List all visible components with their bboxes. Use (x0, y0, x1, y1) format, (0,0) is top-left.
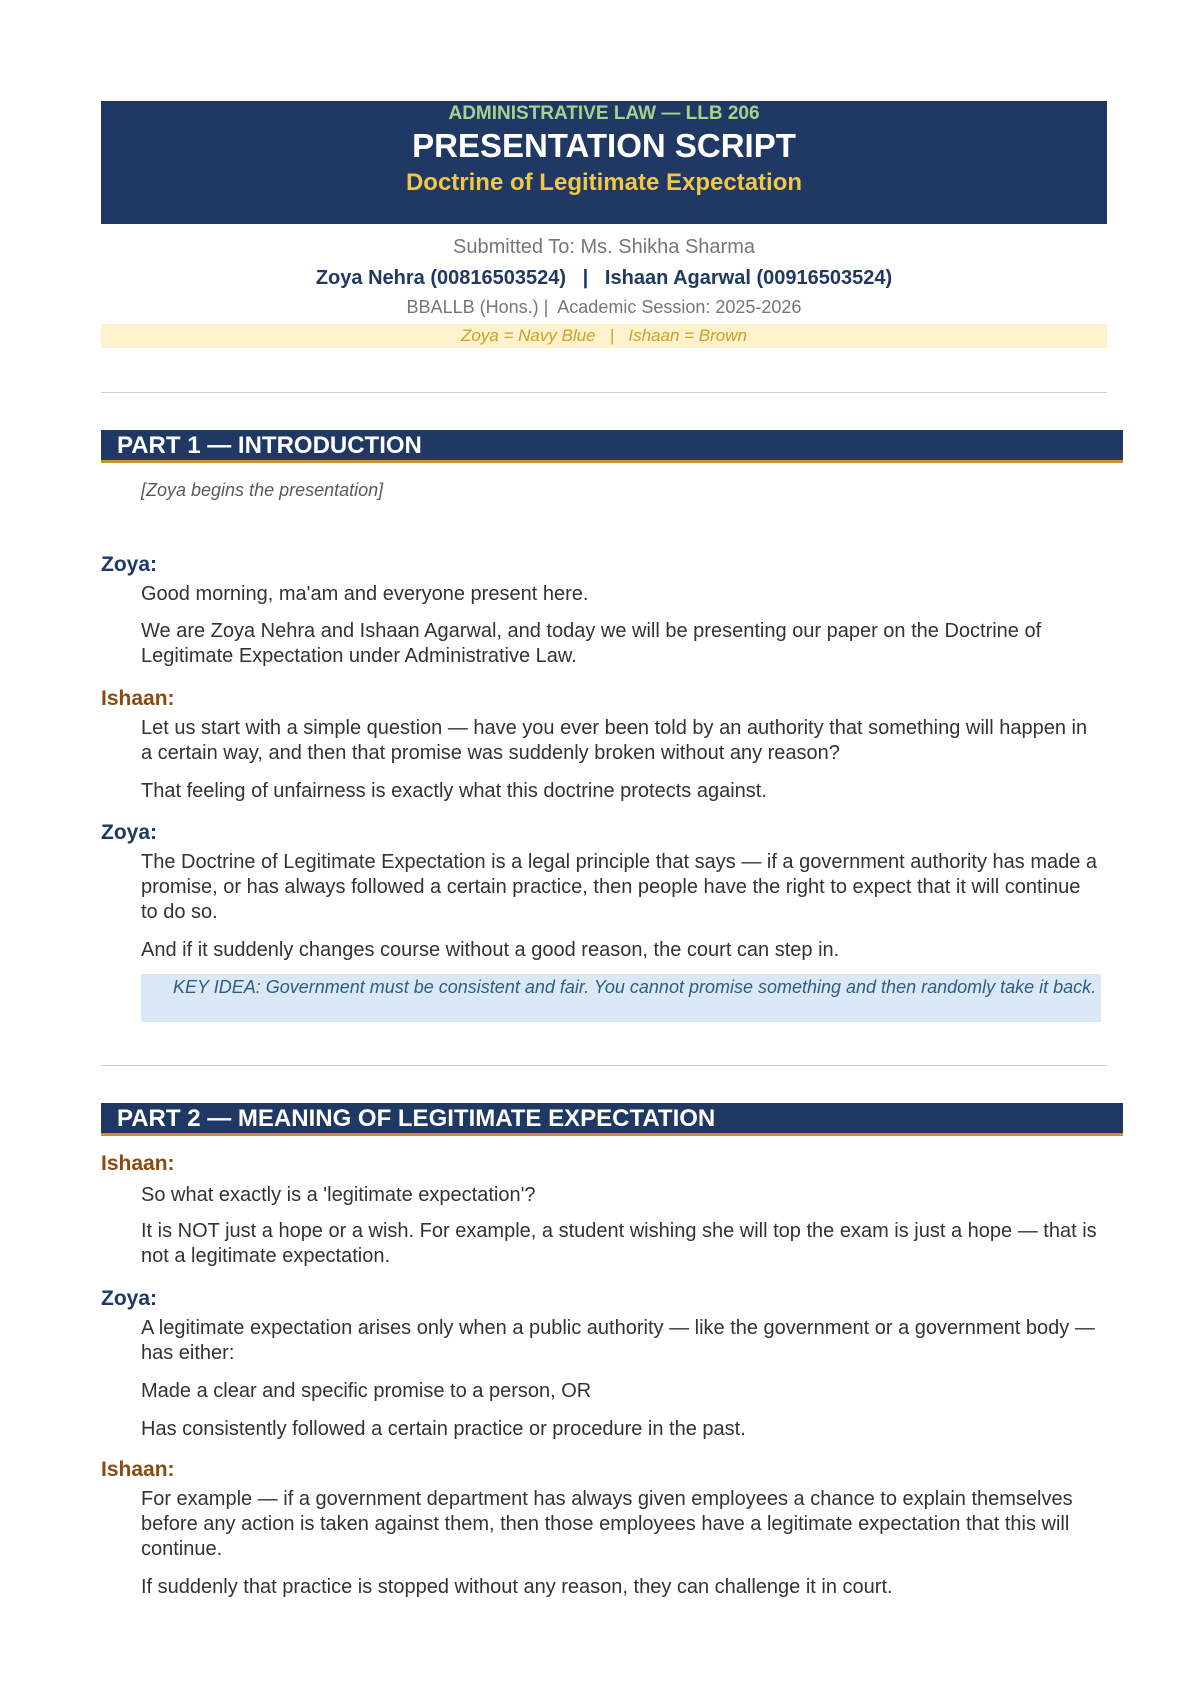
authors-line: Zoya Nehra (00816503524) | Ishaan Agarwal (00916503524) (315, 267, 893, 289)
course-label: ADMINISTRATIVE LAW — LLB 206 (448, 103, 760, 124)
script-line: Let us start with a simple question — have you ever been told by an authority that something will happen in a certain way, and then that promise was suddenly broken without any reason? (141, 717, 1088, 764)
speaker-label-zoya: Zoya: (101, 1287, 158, 1310)
divider (101, 392, 1107, 393)
speaker-label-ishaan: Ishaan: (101, 1458, 175, 1481)
script-line: Has consistently followed a certain practice or procedure in the past. (141, 1418, 746, 1440)
speaker-label-zoya: Zoya: (101, 553, 158, 576)
script-line: For example — if a government department has always given employees a chance to explain themselves before any action is taken against them, then those employees have a legitimate expectation that this will continue. (141, 1488, 1073, 1560)
script-line: That feeling of unfairness is exactly what this doctrine protects against. (141, 780, 767, 802)
script-line: Good morning, ma'am and everyone present here. (141, 583, 589, 605)
script-line: The Doctrine of Legitimate Expectation is a legal principle that says — if a government authority has made a promise, or has always followed a certain practice, then people have the right to expect that it will continue to do so. (141, 851, 1098, 923)
speaker-label-ishaan: Ishaan: (101, 687, 175, 710)
script-line: It is NOT just a hope or a wish. For example, a student wishing she will top the exam is just a hope — that is not a legitimate expectation. (141, 1220, 1097, 1267)
script-line: So what exactly is a 'legitimate expectation'? (141, 1184, 536, 1206)
key-idea-callout: KEY IDEA: Government must be consistent and fair. You cannot promise something and then randomly take it back. (141, 974, 1101, 1022)
speaker-label-ishaan: Ishaan: (101, 1152, 175, 1175)
script-line: Made a clear and specific promise to a person, OR (141, 1380, 592, 1402)
document-subtitle: Doctrine of Legitimate Expectation (405, 169, 803, 196)
speaker-label-zoya: Zoya: (101, 821, 158, 844)
script-line: We are Zoya Nehra and Ishaan Agarwal, and today we will be presenting our paper on the Doctrine of Legitimate Expectation under Administrative Law. (141, 620, 1042, 667)
document-title: PRESENTATION SCRIPT (412, 127, 796, 164)
script-line: A legitimate expectation arises only when a public authority — like the government or a government body — has either: (141, 1317, 1095, 1364)
submitted-to: Submitted To: Ms. Shikha Sharma (453, 236, 755, 258)
program-session: BBALLB (Hons.) | Academic Session: 2025-2026 (406, 297, 802, 317)
speaker-color-legend: Zoya = Navy Blue | Ishaan = Brown (101, 324, 1107, 348)
script-line: And if it suddenly changes course without a good reason, the court can step in. (141, 939, 840, 961)
divider (101, 1065, 1107, 1066)
stage-direction: [Zoya begins the presentation] (141, 480, 384, 500)
script-line: If suddenly that practice is stopped without any reason, they can challenge it in court. (141, 1576, 893, 1598)
part-1-heading: PART 1 — INTRODUCTION (101, 430, 1123, 463)
title-banner (101, 101, 1107, 224)
part-2-heading: PART 2 — MEANING OF LEGITIMATE EXPECTATION (101, 1103, 1123, 1136)
